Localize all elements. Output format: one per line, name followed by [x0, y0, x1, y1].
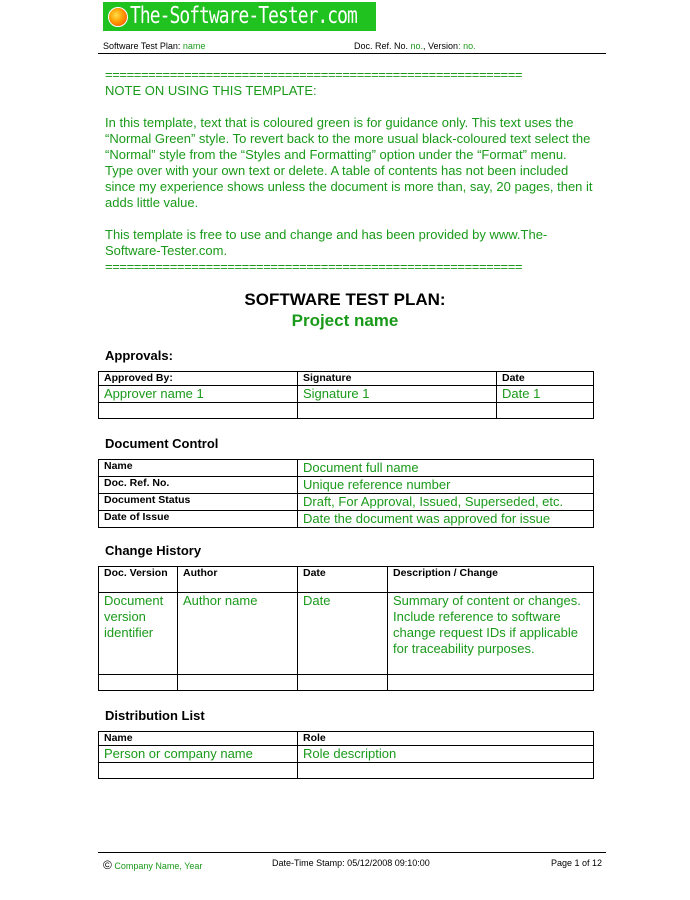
- table-row-empty: [99, 403, 594, 419]
- header-docref-value: no.: [410, 41, 424, 51]
- table-row: [99, 477, 594, 494]
- table-header-cell: Role: [298, 732, 594, 746]
- header-plan: [103, 41, 205, 51]
- table-cell: Draft, For Approval, Issued, Superseded, etc.: [298, 494, 594, 511]
- header-version-label: , Version: [423, 41, 459, 51]
- table-cell: Summary of content or changes. Include reference to software change request IDs if applicable for traceability purposes.: [388, 593, 594, 675]
- approvals-heading: Approvals:: [105, 348, 173, 363]
- logo-text: The-Software-Tester.com: [130, 3, 357, 29]
- footer-page-number: Page 1 of 12: [551, 858, 603, 868]
- table-cell: [298, 403, 497, 419]
- distribution-list-table: [98, 731, 594, 779]
- table-cell: [99, 403, 298, 419]
- table-cell: Signature 1: [298, 386, 497, 403]
- document-control-table: [98, 459, 594, 528]
- table-header-row: [99, 372, 594, 386]
- note-heading: NOTE ON USING THIS TEMPLATE:: [105, 83, 317, 98]
- table-header-cell: Author: [178, 567, 298, 593]
- change-history-table: [98, 566, 594, 691]
- table-cell: Author name: [178, 593, 298, 675]
- table-header-cell: Name: [99, 732, 298, 746]
- table-header-row: [99, 567, 594, 593]
- table-cell: [298, 763, 594, 779]
- logo-circle-icon: [108, 7, 128, 27]
- table-header-cell: Date: [497, 372, 594, 386]
- table-cell: [497, 403, 594, 419]
- table-row-empty: [99, 763, 594, 779]
- header-plan-value: name: [182, 41, 206, 51]
- approvals-table: [98, 371, 594, 419]
- document-title: SOFTWARE TEST PLAN:: [244, 290, 446, 309]
- site-logo: [103, 2, 376, 31]
- table-header-cell: Approved By:: [99, 372, 298, 386]
- note-paragraph-1: In this template, text that is coloured green is for guidance only. This text uses the “Normal Green” style. To revert back to the more usual black-coloured text select the “Normal” style from the “Styles and Formatting” option under the “Format” menu. Type over with your own text or delete. A table of contents has not been included since my experience shows unless the document is more than, say, 20 pages, then it adds little value.: [105, 115, 593, 210]
- table-header-cell: Description / Change: [388, 567, 594, 593]
- table-cell: Person or company name: [99, 746, 298, 763]
- table-cell: [178, 675, 298, 691]
- footer-timestamp: Date-Time Stamp: 05/12/2008 09:10:00: [272, 858, 430, 868]
- table-label-cell: Name: [99, 460, 298, 477]
- table-cell: Date 1: [497, 386, 594, 403]
- table-header-cell: Signature: [298, 372, 497, 386]
- table-label-cell: Date of Issue: [99, 511, 298, 528]
- table-label-cell: Doc. Ref. No.: [99, 477, 298, 494]
- table-row: [99, 460, 594, 477]
- table-cell: [99, 763, 298, 779]
- note-paragraph-2: This template is free to use and change and has been provided by www.The-Software-Tester.com.: [105, 227, 548, 258]
- table-cell: [298, 675, 388, 691]
- table-row: [99, 386, 594, 403]
- table-cell: Date: [298, 593, 388, 675]
- table-cell: [388, 675, 594, 691]
- header-version-value: no.: [460, 41, 476, 51]
- table-row-empty: [99, 675, 594, 691]
- project-name: Project name: [291, 311, 399, 330]
- table-cell: Document version identifier: [99, 593, 178, 675]
- template-note: [105, 67, 595, 275]
- table-cell: Unique reference number: [298, 477, 594, 494]
- table-row: [99, 746, 594, 763]
- table-header-cell: Doc. Version: [99, 567, 178, 593]
- copyright-icon: ©: [103, 858, 112, 872]
- header-docref: [354, 41, 476, 51]
- footer-divider: [98, 852, 606, 853]
- table-cell: [99, 675, 178, 691]
- header-docref-label: Doc. Ref. No.: [354, 41, 411, 51]
- note-separator-top: ==========================================================: [105, 67, 523, 82]
- table-row: [99, 494, 594, 511]
- table-header-cell: Date: [298, 567, 388, 593]
- table-cell: Approver name 1: [99, 386, 298, 403]
- table-row: [99, 511, 594, 528]
- header-divider: [98, 53, 606, 54]
- table-header-row: [99, 732, 594, 746]
- distribution-list-heading: Distribution List: [105, 708, 205, 723]
- table-row: [99, 593, 594, 675]
- footer-copyright: [103, 858, 202, 872]
- header-version-colon: :: [458, 41, 461, 51]
- footer-company: Company Name, Year: [114, 861, 203, 871]
- document-control-heading: Document Control: [105, 436, 219, 451]
- table-cell: Role description: [298, 746, 594, 763]
- note-separator-bottom: ==========================================================: [105, 259, 523, 274]
- header-plan-label: Software Test Plan:: [103, 41, 183, 51]
- table-cell: Document full name: [298, 460, 594, 477]
- table-cell: Date the document was approved for issue: [298, 511, 594, 528]
- change-history-heading: Change History: [105, 543, 202, 558]
- table-label-cell: Document Status: [99, 494, 298, 511]
